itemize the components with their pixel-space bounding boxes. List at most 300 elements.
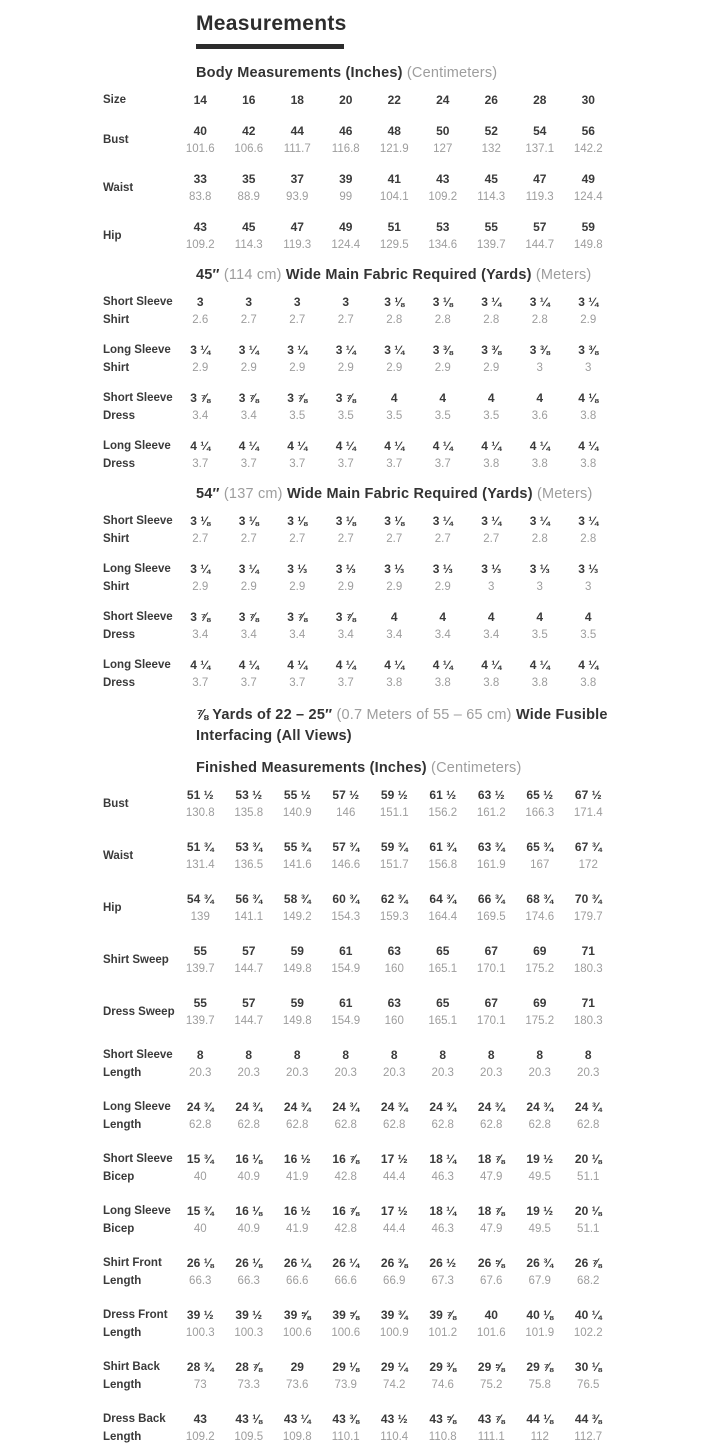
value-cell bbox=[225, 123, 274, 156]
value-cell bbox=[322, 1151, 371, 1184]
primary-value: 4 ¼ bbox=[335, 439, 356, 453]
value-cell bbox=[322, 1307, 371, 1340]
primary-value: 71 bbox=[581, 996, 595, 1011]
row-label bbox=[103, 123, 176, 156]
row-label bbox=[103, 1099, 176, 1132]
row-label-line: Dress bbox=[103, 410, 135, 422]
primary-value: 4 bbox=[487, 391, 495, 405]
value-cell bbox=[322, 438, 371, 471]
value-cell bbox=[176, 657, 225, 690]
value-cell bbox=[564, 1151, 613, 1184]
heading-muted-text: (Meters) bbox=[535, 267, 592, 283]
secondary-value: 74.6 bbox=[431, 1379, 454, 1392]
table-row bbox=[103, 438, 720, 471]
primary-value: 47 bbox=[533, 172, 547, 186]
value-cell bbox=[322, 1099, 371, 1132]
secondary-value: 132 bbox=[481, 143, 501, 155]
value-cell bbox=[564, 995, 613, 1028]
value-cell bbox=[273, 1411, 322, 1444]
value-cell bbox=[225, 1203, 274, 1236]
heading-muted-text: (Centimeters) bbox=[431, 760, 522, 777]
title-underline bbox=[196, 44, 344, 49]
primary-value: 4 bbox=[439, 610, 447, 624]
secondary-value: 20.3 bbox=[334, 1067, 357, 1080]
primary-value: 28 ⅞ bbox=[235, 1360, 263, 1375]
value-cell bbox=[322, 123, 371, 156]
value-cell bbox=[467, 390, 516, 423]
secondary-value: 49.5 bbox=[528, 1171, 551, 1184]
secondary-value: 62.8 bbox=[528, 1119, 551, 1132]
value-cell bbox=[176, 1307, 225, 1340]
secondary-value: 62.8 bbox=[577, 1119, 600, 1132]
row-label bbox=[103, 995, 176, 1028]
row-label-line: Waist bbox=[103, 181, 134, 194]
secondary-value: 2.9 bbox=[192, 362, 209, 374]
primary-value: 30 bbox=[581, 93, 595, 107]
value-cell bbox=[564, 609, 613, 642]
table-row bbox=[103, 1307, 720, 1340]
primary-value: 3 ⅞ bbox=[190, 391, 211, 405]
secondary-value: 44.4 bbox=[383, 1171, 406, 1184]
primary-value: 29 ¼ bbox=[380, 1360, 408, 1375]
heading-text: Finished Measurements (Inches) bbox=[196, 760, 432, 777]
secondary-value: 146.6 bbox=[331, 859, 361, 872]
secondary-value: 149.8 bbox=[573, 239, 603, 251]
value-cell bbox=[370, 1307, 419, 1340]
secondary-value: 110.4 bbox=[380, 1431, 409, 1444]
primary-value: 3 bbox=[196, 295, 204, 309]
primary-value: 24 ¾ bbox=[526, 1100, 554, 1115]
value-cell bbox=[176, 438, 225, 471]
value-cell bbox=[273, 609, 322, 642]
secondary-value: 66.3 bbox=[189, 1275, 212, 1288]
primary-value: 24 ¾ bbox=[574, 1100, 602, 1115]
value-cell bbox=[225, 1047, 274, 1080]
primary-value: 24 ¾ bbox=[477, 1100, 505, 1115]
secondary-value: 62.8 bbox=[286, 1119, 309, 1132]
value-cell bbox=[322, 1411, 371, 1444]
secondary-value: 73 bbox=[193, 1379, 207, 1392]
row-label-line: Short Sleeve bbox=[103, 611, 173, 623]
value-cell bbox=[176, 171, 225, 204]
secondary-value: 40.9 bbox=[237, 1171, 260, 1184]
primary-value: 26 ⅛ bbox=[186, 1256, 214, 1271]
secondary-value: 3.5 bbox=[580, 629, 597, 641]
secondary-value: 3.8 bbox=[483, 458, 500, 470]
primary-value: 19 ½ bbox=[526, 1152, 554, 1167]
value-cell bbox=[467, 1151, 516, 1184]
row-label-line: Short Sleeve bbox=[103, 296, 173, 308]
secondary-value: 62.8 bbox=[480, 1119, 503, 1132]
value-cell bbox=[516, 609, 565, 642]
secondary-value: 2.9 bbox=[386, 362, 403, 374]
value-cell bbox=[225, 1307, 274, 1340]
value-cell bbox=[564, 891, 613, 924]
value-cell bbox=[225, 171, 274, 204]
row-label-line: Long Sleeve bbox=[103, 344, 171, 356]
value-cell bbox=[225, 294, 274, 327]
section-interfacing bbox=[103, 705, 720, 747]
secondary-value: 2.9 bbox=[337, 362, 354, 374]
primary-value: 70 ¾ bbox=[574, 892, 602, 907]
row-label bbox=[103, 1359, 176, 1392]
primary-value: 39 ¾ bbox=[380, 1308, 408, 1323]
primary-value: 29 ⅜ bbox=[429, 1360, 457, 1375]
value-cell bbox=[419, 787, 468, 820]
secondary-value: 159.3 bbox=[379, 911, 409, 924]
table-row bbox=[103, 123, 720, 156]
primary-value: 3 ⅜ bbox=[481, 343, 502, 357]
value-cell bbox=[176, 219, 225, 252]
secondary-value: 2.9 bbox=[240, 581, 257, 593]
primary-value: 3 ⅞ bbox=[238, 610, 259, 624]
row-label-line: Waist bbox=[103, 849, 134, 862]
primary-value: 63 ½ bbox=[477, 788, 505, 803]
primary-value: 43 bbox=[193, 220, 207, 234]
primary-value: 59 ½ bbox=[380, 788, 408, 803]
primary-value: 18 bbox=[290, 93, 304, 107]
value-cell bbox=[419, 390, 468, 423]
row-label-line: Dress bbox=[103, 677, 135, 689]
row-label-line: Long Sleeve bbox=[103, 659, 171, 671]
secondary-value: 3.7 bbox=[434, 458, 451, 470]
primary-value: 43 ½ bbox=[380, 1412, 408, 1427]
value-cell bbox=[516, 561, 565, 594]
secondary-value: 42.8 bbox=[334, 1171, 357, 1184]
primary-value: 58 ¾ bbox=[283, 892, 311, 907]
secondary-value: 2.7 bbox=[483, 533, 500, 545]
table-row bbox=[103, 513, 720, 546]
secondary-value: 20.3 bbox=[431, 1067, 454, 1080]
row-label-line: Dress bbox=[103, 458, 135, 470]
primary-value: 56 bbox=[581, 124, 595, 138]
heading-muted-text: (Centimeters) bbox=[406, 65, 498, 81]
primary-value: 26 ⅜ bbox=[380, 1256, 408, 1271]
secondary-value: 146 bbox=[336, 807, 356, 820]
value-cell bbox=[419, 943, 468, 976]
row-label bbox=[103, 561, 176, 594]
secondary-value: 67.9 bbox=[528, 1275, 551, 1288]
secondary-value: 135.8 bbox=[234, 807, 264, 820]
secondary-value: 93.9 bbox=[286, 191, 309, 203]
value-cell bbox=[225, 839, 274, 872]
secondary-value: 170.1 bbox=[476, 1015, 506, 1028]
value-cell bbox=[516, 294, 565, 327]
heading-text: ⅞ Yards of 22 – 25″ bbox=[196, 707, 337, 723]
value-cell bbox=[273, 513, 322, 546]
value-cell bbox=[419, 995, 468, 1028]
primary-value: 3 ⅜ bbox=[432, 343, 453, 357]
row-label bbox=[103, 943, 176, 976]
primary-value: 43 ⅜ bbox=[332, 1412, 360, 1427]
value-cell bbox=[419, 171, 468, 204]
secondary-value: 20.3 bbox=[286, 1067, 309, 1080]
value-cell bbox=[322, 839, 371, 872]
value-cell bbox=[419, 438, 468, 471]
value-cell bbox=[225, 438, 274, 471]
secondary-value: 141.6 bbox=[282, 859, 312, 872]
value-cell bbox=[419, 513, 468, 546]
secondary-value: 2.8 bbox=[531, 314, 548, 326]
secondary-value: 119.3 bbox=[283, 239, 312, 251]
secondary-value: 110.1 bbox=[331, 1431, 360, 1444]
primary-value: 3 ¼ bbox=[384, 343, 405, 357]
interfacing-note bbox=[196, 705, 648, 747]
primary-value: 16 ½ bbox=[283, 1152, 311, 1167]
value-cell bbox=[273, 561, 322, 594]
value-cell bbox=[370, 1203, 419, 1236]
secondary-value: 3.4 bbox=[240, 410, 257, 422]
primary-value: 52 bbox=[484, 124, 498, 138]
value-cell bbox=[370, 171, 419, 204]
value-cell bbox=[516, 995, 565, 1028]
row-label-line: Length bbox=[103, 1067, 142, 1080]
table-row bbox=[103, 294, 720, 327]
secondary-value: 170.1 bbox=[476, 963, 506, 976]
primary-value: 8 bbox=[342, 1048, 350, 1063]
value-cell bbox=[176, 787, 225, 820]
primary-value: 3 ⅓ bbox=[432, 562, 453, 576]
value-cell bbox=[564, 1047, 613, 1080]
row-label-line: Shirt bbox=[103, 362, 130, 374]
value-cell bbox=[322, 513, 371, 546]
table-row bbox=[103, 92, 720, 108]
secondary-value: 2.9 bbox=[434, 362, 451, 374]
primary-value: 18 ¼ bbox=[429, 1204, 457, 1219]
secondary-value: 62.8 bbox=[431, 1119, 454, 1132]
secondary-value: 75.2 bbox=[480, 1379, 503, 1392]
primary-value: 4 ¼ bbox=[335, 658, 356, 672]
value-cell bbox=[370, 1099, 419, 1132]
value-cell bbox=[225, 1255, 274, 1288]
value-cell bbox=[516, 171, 565, 204]
value-cell bbox=[370, 561, 419, 594]
primary-value: 63 bbox=[387, 944, 401, 959]
secondary-value: 3.4 bbox=[337, 629, 354, 641]
value-cell bbox=[564, 513, 613, 546]
secondary-value: 3.5 bbox=[386, 410, 403, 422]
primary-value: 3 ⅓ bbox=[384, 562, 405, 576]
secondary-value: 2.9 bbox=[386, 581, 403, 593]
value-cell bbox=[419, 92, 468, 108]
value-cell bbox=[467, 1255, 516, 1288]
secondary-value: 2.9 bbox=[192, 581, 209, 593]
secondary-value: 20.3 bbox=[189, 1067, 212, 1080]
value-cell bbox=[322, 342, 371, 375]
secondary-value: 41.9 bbox=[286, 1223, 309, 1236]
primary-value: 66 ¾ bbox=[477, 892, 505, 907]
secondary-value: 62.8 bbox=[383, 1119, 406, 1132]
secondary-value: 3.5 bbox=[434, 410, 451, 422]
secondary-value: 99 bbox=[339, 191, 353, 203]
secondary-value: 76.5 bbox=[577, 1379, 600, 1392]
primary-value: 3 ⅞ bbox=[335, 391, 356, 405]
secondary-value: 67.3 bbox=[431, 1275, 454, 1288]
primary-value: 26 ¾ bbox=[526, 1256, 554, 1271]
primary-value: 43 bbox=[193, 1412, 207, 1427]
value-cell bbox=[564, 294, 613, 327]
primary-value: 44 bbox=[290, 124, 304, 138]
heading-muted-text: (137 cm) bbox=[223, 486, 287, 502]
primary-value: 3 ¼ bbox=[190, 562, 211, 576]
row-label bbox=[103, 1203, 176, 1236]
value-cell bbox=[273, 1255, 322, 1288]
primary-value: 14 bbox=[193, 93, 207, 107]
value-cell bbox=[564, 1307, 613, 1340]
value-cell bbox=[516, 438, 565, 471]
value-cell bbox=[564, 92, 613, 108]
table-row bbox=[103, 1359, 720, 1392]
value-cell bbox=[419, 1307, 468, 1340]
value-cell bbox=[225, 995, 274, 1028]
secondary-value: 44.4 bbox=[383, 1223, 406, 1236]
primary-value: 26 ⅛ bbox=[235, 1256, 263, 1271]
value-cell bbox=[273, 891, 322, 924]
secondary-value: 100.9 bbox=[379, 1327, 409, 1340]
row-label bbox=[103, 92, 176, 108]
primary-value: 71 bbox=[581, 944, 595, 959]
value-cell bbox=[176, 1151, 225, 1184]
value-cell bbox=[273, 171, 322, 204]
primary-value: 67 ¾ bbox=[574, 840, 602, 855]
primary-value: 41 bbox=[387, 172, 401, 186]
secondary-value: 51.1 bbox=[577, 1171, 600, 1184]
secondary-value: 111.7 bbox=[283, 143, 311, 155]
primary-value: 3 ⅞ bbox=[238, 391, 259, 405]
primary-value: 29 bbox=[290, 1360, 304, 1375]
secondary-value: 3.6 bbox=[531, 410, 548, 422]
table-row bbox=[103, 1203, 720, 1236]
row-label-line: Shirt Sweep bbox=[103, 953, 169, 966]
secondary-value: 3.8 bbox=[531, 677, 548, 689]
primary-value: 3 ⅛ bbox=[384, 514, 405, 528]
primary-value: 4 ¼ bbox=[238, 658, 259, 672]
primary-value: 43 ¼ bbox=[283, 1412, 311, 1427]
value-cell bbox=[322, 171, 371, 204]
value-cell bbox=[516, 219, 565, 252]
value-cell bbox=[176, 891, 225, 924]
row-label-line: Length bbox=[103, 1119, 142, 1132]
primary-value: 4 ¼ bbox=[432, 658, 453, 672]
value-cell bbox=[467, 342, 516, 375]
secondary-value: 180.3 bbox=[573, 1015, 603, 1028]
value-cell bbox=[273, 787, 322, 820]
secondary-value: 3.7 bbox=[289, 677, 306, 689]
value-cell bbox=[516, 513, 565, 546]
primary-value: 40 ¼ bbox=[574, 1308, 602, 1323]
row-label bbox=[103, 390, 176, 423]
primary-value: 4 ¼ bbox=[529, 439, 550, 453]
primary-value: 59 bbox=[581, 220, 595, 234]
page-header bbox=[196, 12, 720, 49]
value-cell bbox=[273, 219, 322, 252]
secondary-value: 167 bbox=[530, 859, 550, 872]
section-body bbox=[103, 65, 720, 252]
secondary-value: 151.7 bbox=[379, 859, 409, 872]
value-cell bbox=[176, 1099, 225, 1132]
value-cell bbox=[564, 390, 613, 423]
secondary-value: 67.6 bbox=[480, 1275, 503, 1288]
primary-value: 55 bbox=[193, 944, 207, 959]
primary-value: 16 ½ bbox=[283, 1204, 311, 1219]
primary-value: 4 ¼ bbox=[481, 658, 502, 672]
secondary-value: 3.7 bbox=[240, 458, 257, 470]
secondary-value: 3.8 bbox=[580, 458, 597, 470]
secondary-value: 3.7 bbox=[337, 458, 354, 470]
secondary-value: 100.3 bbox=[234, 1327, 264, 1340]
value-cell bbox=[467, 995, 516, 1028]
secondary-value: 3.5 bbox=[289, 410, 306, 422]
value-cell bbox=[467, 891, 516, 924]
value-cell bbox=[467, 1307, 516, 1340]
value-cell bbox=[564, 943, 613, 976]
primary-value: 37 bbox=[290, 172, 304, 186]
value-cell bbox=[467, 1047, 516, 1080]
value-cell bbox=[225, 390, 274, 423]
primary-value: 39 ⅝ bbox=[283, 1308, 311, 1323]
primary-value: 43 ⅞ bbox=[477, 1412, 505, 1427]
primary-value: 20 ⅛ bbox=[574, 1204, 602, 1219]
primary-value: 3 ⅞ bbox=[335, 610, 356, 624]
primary-value: 61 ¾ bbox=[429, 840, 457, 855]
primary-value: 55 bbox=[484, 220, 498, 234]
value-cell bbox=[564, 219, 613, 252]
primary-value: 3 ⅛ bbox=[384, 295, 405, 309]
secondary-value: 73.3 bbox=[237, 1379, 260, 1392]
secondary-value: 2.7 bbox=[289, 314, 306, 326]
primary-value: 3 ⅓ bbox=[335, 562, 356, 576]
secondary-value: 2.9 bbox=[580, 314, 597, 326]
value-cell bbox=[176, 1411, 225, 1444]
value-cell bbox=[370, 1255, 419, 1288]
secondary-value: 149.8 bbox=[282, 963, 312, 976]
row-label-line: Dress bbox=[103, 629, 135, 641]
primary-value: 24 ¾ bbox=[235, 1100, 263, 1115]
secondary-value: 66.3 bbox=[237, 1275, 260, 1288]
value-cell bbox=[322, 609, 371, 642]
secondary-value: 116.8 bbox=[331, 143, 360, 155]
value-cell bbox=[273, 839, 322, 872]
value-cell bbox=[419, 839, 468, 872]
row-label-line: Bust bbox=[103, 797, 129, 810]
secondary-value: 124.4 bbox=[573, 191, 603, 203]
primary-value: 24 bbox=[436, 93, 450, 107]
primary-value: 4 ¼ bbox=[384, 439, 405, 453]
primary-value: 3 bbox=[293, 295, 301, 309]
secondary-value: 75.8 bbox=[528, 1379, 551, 1392]
row-label bbox=[103, 1047, 176, 1080]
row-label-line: Shirt bbox=[103, 314, 130, 326]
primary-value: 64 ¾ bbox=[429, 892, 457, 907]
secondary-value: 47.9 bbox=[480, 1223, 503, 1236]
secondary-value: 2.9 bbox=[240, 362, 257, 374]
value-cell bbox=[516, 891, 565, 924]
secondary-value: 104.1 bbox=[379, 191, 409, 203]
primary-value: 30 ⅛ bbox=[574, 1360, 602, 1375]
secondary-value: 109.2 bbox=[185, 239, 215, 251]
secondary-value: 2.7 bbox=[289, 533, 306, 545]
secondary-value: 149.8 bbox=[282, 1015, 312, 1028]
primary-value: 24 ¾ bbox=[186, 1100, 214, 1115]
value-cell bbox=[273, 995, 322, 1028]
page-title: Measurements bbox=[196, 12, 347, 35]
primary-value: 60 ¾ bbox=[332, 892, 360, 907]
secondary-value: 66.6 bbox=[334, 1275, 357, 1288]
row-label bbox=[103, 657, 176, 690]
primary-value: 4 ¼ bbox=[481, 439, 502, 453]
value-cell bbox=[467, 219, 516, 252]
primary-value: 4 bbox=[536, 391, 544, 405]
